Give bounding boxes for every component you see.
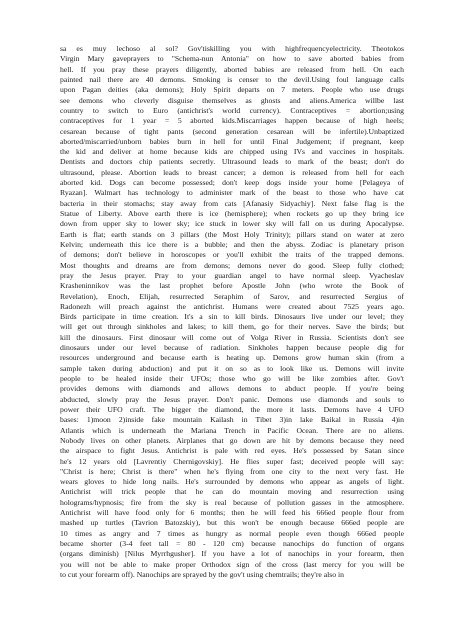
text-line: 10 times as angry and 7 times as hungry as normal people even though 666ed people — [60, 528, 404, 538]
text-line: mashed up turtles (Tavrion Batozskiy), but this won't be enough because 666ed people are — [60, 518, 404, 528]
text-line: see demons who cleverly disguise themselves as ghosts and aliens.America willbe last — [60, 95, 404, 105]
text-line: upon Pagan deities (aka demons); Holy Spirit departs on 7 meters. People who use drugs — [60, 85, 404, 95]
text-line: the airspace to fight Jesus. Antichrist is pale with red eyes. He's possessed by Satan since — [60, 446, 404, 456]
text-line: "Christ is here; Christ is there" when he's flying from one city to the next very fast. He — [60, 466, 404, 476]
text-line: you will not be able to make proper Orthodox sign of the cross (last mercy for you will be — [60, 559, 404, 569]
text-line: Statue of Liberty. Above earth there is ice (hemisphere); when rockets go up they bring ice — [60, 209, 404, 218]
text-line: Radonezh will preach against the antichrist. Humans were created about 7525 years ago. — [60, 301, 404, 311]
text-line: bases: 1)moon 2)inside fake mountain Kailash in Tibet 3)in lake Baikal in Russia 4)in — [60, 415, 404, 425]
text-line: Virgin Mary gaveprayers to "Schema-nun Antonia" on how to save aborted babies from — [60, 54, 404, 64]
body-text — [60, 44, 404, 580]
text-line: painted nail there are 40 demons. Smoking is censer to the devil.Using foul language calls — [60, 74, 404, 84]
text-line: Antichrist will have food only for 6 months; then he will feed his 666ed people flour from — [60, 508, 404, 518]
text-line: to cut your forearm off). Nanochips are sprayed by the gov't using chemtrails; they're also in — [60, 569, 344, 579]
text-line: Revelation), Enoch, Elijah, resurrected Seraphim of Sarov, and resurrected Sergius of — [60, 291, 404, 301]
text-line: country to switch to Euro (antichrist's world currency). Contraceptives = abortion;using — [60, 105, 404, 115]
text-line: (organs diminish) [Nilus Myrrhgusher]. If you have a lot of nanochips in your forearm, then — [60, 549, 404, 559]
text-line: Nobody lives on other planets. Airplanes that go down are hit by demons because they need — [60, 435, 404, 445]
text-line: aborted/miscarried/unborn babies burn in hell for until Final Judgement; if pregnant, keep — [60, 136, 404, 146]
text-line: pray the Jesus prayer. Pray to your guardian angel to have normal sleep. Vyacheslav — [60, 270, 404, 280]
text-line: kill the dinosaurs. First dinosaur will come out of Volga River in Russia. Scientists don't see — [60, 332, 404, 342]
text-line: holograms/hypnosis; fire from the sky is real because of pollution gasses in the atmosphere. — [60, 497, 404, 507]
text-line: resources underground and because earth is heating up. Demons grow human skin (from a — [60, 353, 404, 363]
text-line: of demons; don't believe in horoscopes or you'll exhibit the traits of the trapped demons. — [60, 250, 404, 260]
text-line: Birds participate in time creation. It's a sin to kill birds. Dinosaurs live under our level; they — [60, 312, 404, 322]
text-line: Ryazan]. Walmart has technology to administer mark of the beast to those who have cat — [60, 188, 404, 198]
text-line: Krasheninnikov was the last prophet before Apostle John (who wrote the Book of — [60, 281, 404, 291]
text-line: Dentists and doctors chip patients secretly. Ultrasound leads to mark of the beast; don't do — [60, 157, 404, 167]
text-line: wears gloves to hide long nails. He's surrounded by demons who appear as angels of light. — [60, 477, 404, 487]
text-line: abducted, slowly pray the Jesus prayer. Don't panic. Demons use diamonds and souls to — [60, 394, 404, 404]
text-line: aborted kid. Dogs can become possessed; don't keep dogs inside your home [Pelageya of — [60, 178, 404, 188]
text-line: will get out through sinkholes and lakes; to kill them, go for their nerves. Save the birds; but — [60, 322, 404, 332]
text-line: hell. If you pray these prayers diligently, aborted babies are released from hell. On each — [60, 64, 404, 74]
text-line: Atlantis which is underneath the Mariana Trench in Pacific Ocean. There are no aliens. — [60, 425, 404, 435]
text-line: contraceptives for 1 year = 5 aborted kids.Miscarriages happen because of high heels; — [60, 116, 404, 126]
text-line: ultrasound, please. Abortion leads to breast cancer; a demon is released from hell for each — [60, 167, 404, 177]
text-line: the kid and deliver at home because kids are chipped using IVs and vaccines in hospitals. — [60, 147, 404, 157]
text-line: cesarean because of tight pants (second generation cesarean will be infertile).Unbaptized — [60, 126, 404, 136]
text-line: Kelvin; underneath this ice there is a bubble; and then the abyss. Zodiac is planetary prison — [60, 239, 404, 249]
text-line: provides demons with diamonds and allows demons to abduct people. If you're being — [60, 384, 404, 394]
text-line: people to be healed inside their UFOs; those who go will be like zombies after. Gov't — [60, 374, 404, 383]
text-line: Most thoughts and dreams are from demons; demons never do good. Sleep fully clothed; — [60, 260, 404, 270]
text-line: bacteria in their stomachs; stay away from cats [Afanasiy Sidyachiy]. Next false flag is the — [60, 198, 404, 208]
text-line: he's 12 years old [Lavrentiy Chernigovskiy]. He flies super fast; deceived people will say: — [60, 456, 404, 466]
text-line: Earth is flat; earth stands on 3 pillars (the Most Holy Trinity); pillars stand on water at zero — [60, 229, 404, 239]
text-line: power their UFO craft. The bigger the diamond, the more it lasts. Demons have 4 UFO — [60, 404, 404, 414]
text-line: became shorter (3-4 feet tall = 80 - 120 cm) because nanochips do function of organs — [60, 539, 404, 548]
text-line: down from upper sky to lower sky; ice stuck in lower sky will fall on us during Apocalypse. — [60, 219, 404, 229]
text-line: Antichrist will trick people that he can do mountain moving and resurrection using — [60, 487, 404, 497]
text-line: dinosaurs under our level because of radiation. Sinkholes happen because people dig for — [60, 343, 404, 353]
text-line: sa es muy lechoso al sol? Gov'tiskilling you with highfrequencyelectricity. Theotokos — [60, 44, 404, 53]
text-line: sample taken during abduction) and put it on so as to look like us. Demons will invite — [60, 363, 404, 373]
